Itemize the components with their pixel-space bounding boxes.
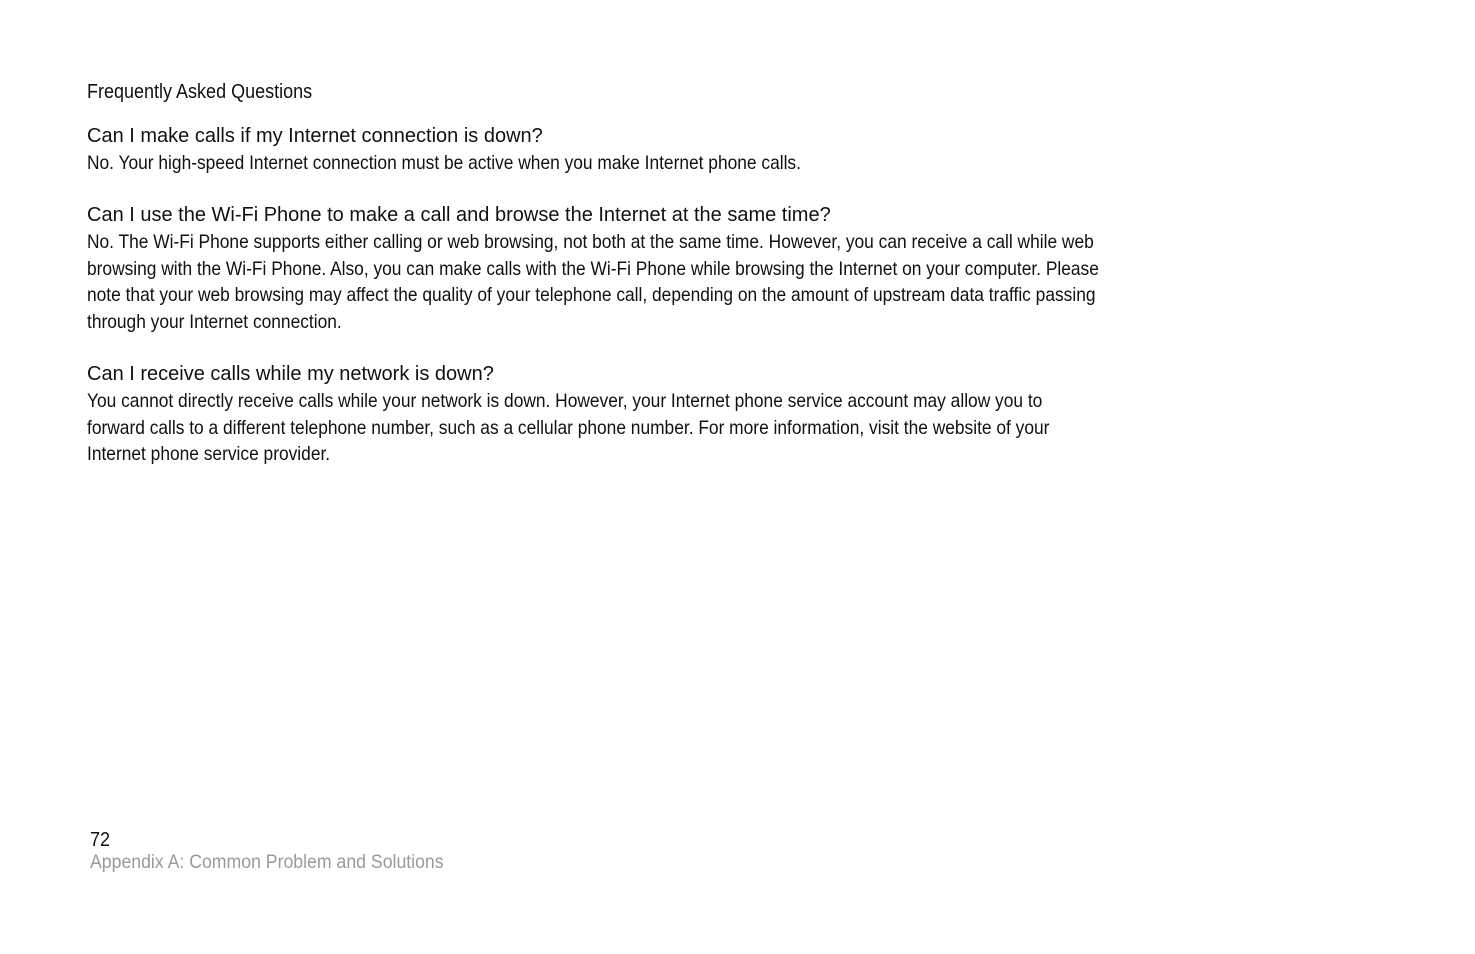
faq-item [87, 124, 1127, 177]
faq-question: Can I make calls if my Internet connection is down? [87, 125, 543, 147]
faq-item [87, 362, 1127, 468]
faq-answer: You cannot directly receive calls while your network is down. However, your Internet phone service account may allow you to forward calls to a different telephone number, such as a cellular phone number. For more information, visit the website of your Internet phone service provider. [87, 390, 1050, 465]
faq-item [87, 203, 1127, 335]
faq-question: Can I use the Wi-Fi Phone to make a call and browse the Internet at the same time? [87, 204, 831, 226]
page-number: 72 [90, 829, 111, 851]
faq-answer: No. Your high-speed Internet connection must be active when you make Internet phone calls. [87, 152, 801, 174]
page-footer [90, 828, 470, 874]
faq-question: Can I receive calls while my network is down? [87, 363, 494, 385]
faq-answer: No. The Wi-Fi Phone supports either calling or web browsing, not both at the same time. However, you can receive a call while web browsing with the Wi-Fi Phone. Also, you can make calls with the Wi-Fi Phone while browsing the Internet on your computer. Please note that your web browsing may affect the quality of your telephone call, depending on the amount of upstream data traffic passing through your Internet connection. [87, 231, 1099, 333]
footer-chapter-title: Appendix A: Common Problem and Solutions [90, 852, 444, 873]
section-title: Frequently Asked Questions [87, 81, 313, 103]
